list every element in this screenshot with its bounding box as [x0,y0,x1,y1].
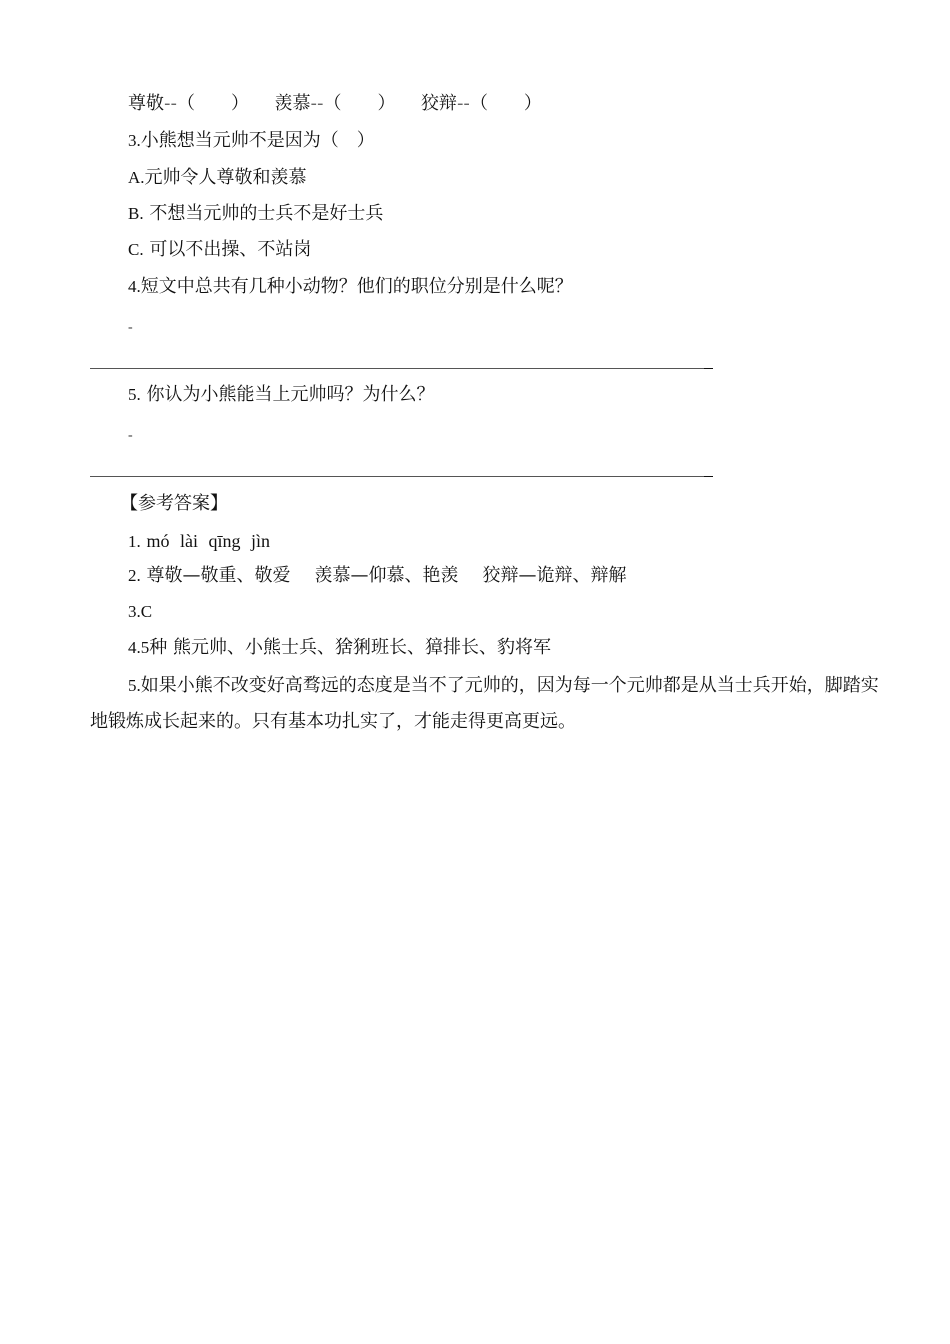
q4-text: 短文中总共有几种小动物？他们的职位分别是什么呢？ [140,276,573,297]
answer-2 [128,564,626,588]
answer-1-text: mó lài qīng jìn [146,531,270,551]
q2-blank-3: （ ） [469,93,542,114]
q5-number: 5. [128,385,141,404]
answers-heading: 【参考答案】 [120,493,228,514]
q3-option-a-text: 元帅令人尊敬和羡慕 [144,167,307,188]
q5-answer-line[interactable] [90,476,710,477]
answer-2-part-3: 狡辩—诡辩、辩解 [482,565,627,586]
q3-text: 小熊想当元帅不是因为（ ） [140,130,375,151]
q3-option-a-label: A. [128,168,145,187]
q4-number: 4. [128,277,141,296]
answer-3-number: 3. [128,602,141,621]
answer-1 [128,529,270,554]
q4-blank-mark: - [128,320,133,335]
answer-4-count: 5 [140,638,150,657]
q2-dash-1: -- [164,93,177,114]
answer-2-number: 2. [128,566,141,585]
q2-word-1: 尊敬 [128,93,164,114]
q3-option-b-text: 不想当元帅的士兵不是好士兵 [149,203,384,224]
q3-option-c-label: C. [128,240,144,259]
q3-question [128,129,375,153]
q4-answer-line[interactable] [90,368,710,369]
answer-4-number: 4. [128,638,141,657]
q2-word-2: 羡慕 [274,93,311,114]
q5-answer-line-end [704,476,713,477]
answer-5-number: 5. [128,676,141,695]
q5-question [128,383,434,407]
q2-word-3: 狡辩 [420,93,457,114]
q3-option-c [128,238,311,262]
q3-option-b [128,202,383,226]
answer-4 [128,636,551,660]
answer-3-text: C [140,602,153,621]
q3-option-b-label: B. [128,204,144,223]
q2-dash-3: -- [456,93,470,114]
q4-question [128,275,573,299]
q3-option-c-text: 可以不出操、不站岗 [149,239,312,260]
q2-blank-1: （ ） [177,93,249,114]
answer-5-text: 如果小熊不改变好高骛远的态度是当不了元帅的，因为每一个元帅都是从当士兵开始，脚踏实地锻炼成长起来的。只有基本功扎实了，才能走得更高更远。 [90,675,879,732]
q2-dash-2: -- [310,93,324,114]
answer-2-part-1: 尊敬—敬重、敬爱 [146,565,291,586]
q3-option-a [128,166,307,190]
answer-4-text: 种 熊元帅、小熊士兵、猞猁班长、獐排长、豹将军 [149,637,551,658]
answer-3 [128,600,152,624]
q3-number: 3. [128,131,141,150]
q4-answer-line-end [704,368,713,369]
q2-word-line [128,92,542,116]
answer-5 [90,668,880,740]
q2-blank-2: （ ） [323,93,396,114]
answer-1-number: 1. [128,532,141,551]
q5-text: 你认为小熊能当上元帅吗？为什么？ [146,384,435,405]
q5-blank-mark: - [128,428,133,443]
answer-2-part-2: 羡慕—仰慕、艳羡 [314,565,459,586]
